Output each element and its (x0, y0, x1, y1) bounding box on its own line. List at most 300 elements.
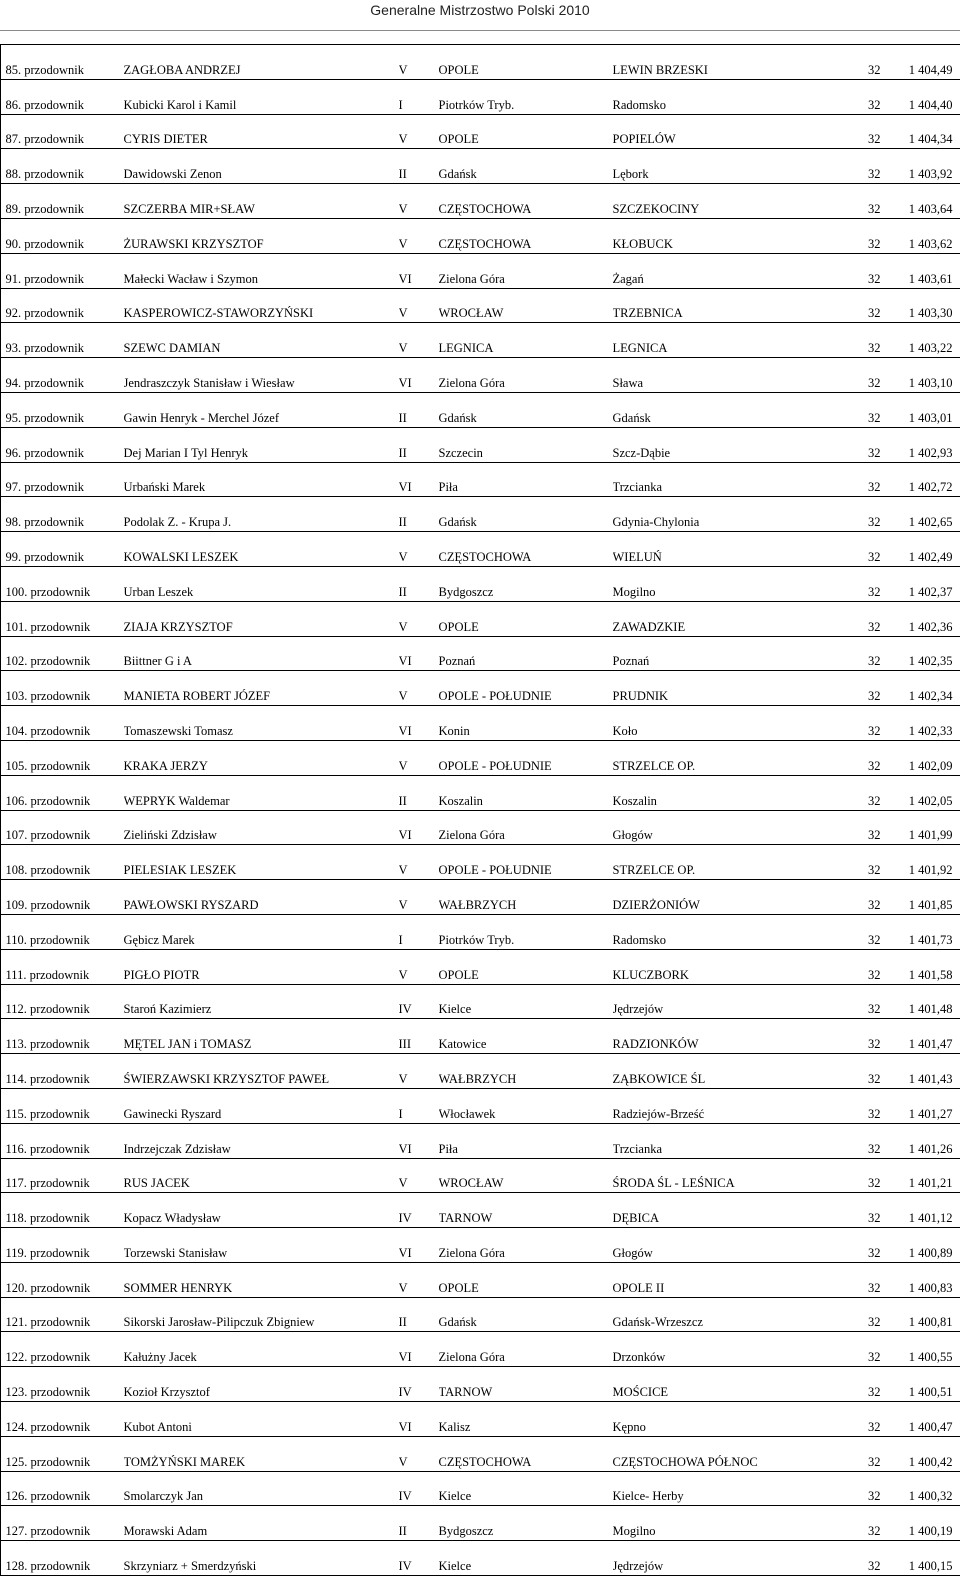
section-cell: Jędrzejów (613, 1541, 829, 1576)
points-cell: 1 402,72 (881, 462, 960, 497)
table-row (1, 427, 960, 462)
points-cell: 1 404,49 (881, 45, 960, 80)
region-cell: IV (399, 1193, 439, 1228)
region-cell: IV (399, 984, 439, 1019)
competitor-cell: ZAGŁOBA ANDRZEJ (124, 45, 399, 80)
points-cell: 1 402,65 (881, 497, 960, 532)
competitor-cell: Torzewski Stanisław (124, 1228, 399, 1263)
competitor-cell: MANIETA ROBERT JÓZEF (124, 671, 399, 706)
count-cell: 32 (829, 392, 881, 427)
district-cell: Koszalin (439, 775, 613, 810)
region-cell: V (399, 45, 439, 80)
section-cell: Żagań (613, 253, 829, 288)
points-cell: 1 400,89 (881, 1228, 960, 1263)
district-cell: OPOLE - POŁUDNIE (439, 671, 613, 706)
rank-cell: 125. przodownik (6, 1436, 124, 1471)
rank-cell: 115. przodownik (6, 1088, 124, 1123)
region-cell: II (399, 775, 439, 810)
region-cell: IV (399, 1541, 439, 1576)
region-cell: VI (399, 253, 439, 288)
table-row (1, 706, 960, 741)
count-cell: 32 (829, 532, 881, 567)
rank-cell: 113. przodownik (6, 1019, 124, 1054)
count-cell: 32 (829, 1262, 881, 1297)
region-cell: V (399, 288, 439, 323)
rank-cell: 91. przodownik (6, 253, 124, 288)
count-cell: 32 (829, 114, 881, 149)
page-header (0, 0, 960, 36)
rank-cell: 117. przodownik (6, 1158, 124, 1193)
count-cell: 32 (829, 358, 881, 393)
region-cell: V (399, 184, 439, 219)
points-cell: 1 400,51 (881, 1367, 960, 1402)
competitor-cell: Urbański Marek (124, 462, 399, 497)
rank-cell: 114. przodownik (6, 1054, 124, 1089)
section-cell: DĘBICA (613, 1193, 829, 1228)
district-cell: OPOLE (439, 601, 613, 636)
count-cell: 32 (829, 1019, 881, 1054)
section-cell: LEGNICA (613, 323, 829, 358)
region-cell: III (399, 1019, 439, 1054)
district-cell: Konin (439, 706, 613, 741)
rank-cell: 97. przodownik (6, 462, 124, 497)
district-cell: OPOLE (439, 114, 613, 149)
count-cell: 32 (829, 253, 881, 288)
table-row (1, 949, 960, 984)
rank-cell: 126. przodownik (6, 1471, 124, 1506)
section-cell: OPOLE II (613, 1262, 829, 1297)
table-row (1, 184, 960, 219)
competitor-cell: CYRIS DIETER (124, 114, 399, 149)
section-cell: Radomsko (613, 914, 829, 949)
count-cell: 32 (829, 1436, 881, 1471)
competitor-cell: SOMMER HENRYK (124, 1262, 399, 1297)
count-cell: 32 (829, 218, 881, 253)
table-row (1, 1506, 960, 1541)
points-cell: 1 404,40 (881, 79, 960, 114)
points-cell: 1 402,93 (881, 427, 960, 462)
competitor-cell: SZEWC DAMIAN (124, 323, 399, 358)
competitor-cell: Urban Leszek (124, 566, 399, 601)
points-cell: 1 401,85 (881, 880, 960, 915)
section-cell: WIELUŃ (613, 532, 829, 567)
section-cell: Koło (613, 706, 829, 741)
region-cell: V (399, 880, 439, 915)
district-cell: OPOLE - POŁUDNIE (439, 845, 613, 880)
section-cell: Poznań (613, 636, 829, 671)
count-cell: 32 (829, 184, 881, 219)
district-cell: OPOLE (439, 45, 613, 80)
section-cell: Radziejów-Brześć (613, 1088, 829, 1123)
table-row (1, 358, 960, 393)
section-cell: SZCZEKOCINY (613, 184, 829, 219)
section-cell: Mogilno (613, 566, 829, 601)
district-cell: Zielona Góra (439, 810, 613, 845)
rank-cell: 93. przodownik (6, 323, 124, 358)
region-cell: V (399, 1158, 439, 1193)
count-cell: 32 (829, 1297, 881, 1332)
count-cell: 32 (829, 1506, 881, 1541)
table-row (1, 1436, 960, 1471)
district-cell: WROCŁAW (439, 1158, 613, 1193)
competitor-cell: Kubicki Karol i Kamil (124, 79, 399, 114)
competitor-cell: ZIAJA KRZYSZTOF (124, 601, 399, 636)
rank-cell: 124. przodownik (6, 1402, 124, 1437)
region-cell: V (399, 114, 439, 149)
table-row (1, 149, 960, 184)
count-cell: 32 (829, 1332, 881, 1367)
district-cell: OPOLE (439, 1262, 613, 1297)
competitor-cell: KRAKA JERZY (124, 740, 399, 775)
table-row (1, 880, 960, 915)
rank-cell: 108. przodownik (6, 845, 124, 880)
rank-cell: 100. przodownik (6, 566, 124, 601)
points-cell: 1 401,47 (881, 1019, 960, 1054)
points-cell: 1 402,35 (881, 636, 960, 671)
count-cell: 32 (829, 45, 881, 80)
count-cell: 32 (829, 288, 881, 323)
table-row (1, 45, 960, 80)
section-cell: Kielce- Herby (613, 1471, 829, 1506)
table-row (1, 1054, 960, 1089)
table-row (1, 288, 960, 323)
count-cell: 32 (829, 914, 881, 949)
count-cell: 32 (829, 1088, 881, 1123)
points-cell: 1 400,55 (881, 1332, 960, 1367)
rank-cell: 88. przodownik (6, 149, 124, 184)
count-cell: 32 (829, 1123, 881, 1158)
count-cell: 32 (829, 427, 881, 462)
competitor-cell: KASPEROWICZ-STAWORZYŃSKI (124, 288, 399, 323)
region-cell: II (399, 566, 439, 601)
rank-cell: 127. przodownik (6, 1506, 124, 1541)
table-row (1, 1228, 960, 1263)
section-cell: Radomsko (613, 79, 829, 114)
rank-cell: 92. przodownik (6, 288, 124, 323)
region-cell: VI (399, 636, 439, 671)
rank-cell: 122. przodownik (6, 1332, 124, 1367)
page-title: Generalne Mistrzostwo Polski 2010 (0, 2, 960, 18)
count-cell: 32 (829, 1541, 881, 1576)
competitor-cell: Gawin Henryk - Merchel Józef (124, 392, 399, 427)
competitor-cell: ŻURAWSKI KRZYSZTOF (124, 218, 399, 253)
table-row (1, 1088, 960, 1123)
competitor-cell: Tomaszewski Tomasz (124, 706, 399, 741)
count-cell: 32 (829, 845, 881, 880)
region-cell: I (399, 914, 439, 949)
competitor-cell: Skrzyniarz + Smerdzyński (124, 1541, 399, 1576)
count-cell: 32 (829, 1228, 881, 1263)
table-row (1, 532, 960, 567)
section-cell: Gdynia-Chylonia (613, 497, 829, 532)
table-row (1, 914, 960, 949)
table-row (1, 984, 960, 1019)
section-cell: Gdańsk-Wrzeszcz (613, 1297, 829, 1332)
region-cell: V (399, 1436, 439, 1471)
points-cell: 1 402,37 (881, 566, 960, 601)
region-cell: VI (399, 1332, 439, 1367)
points-cell: 1 400,83 (881, 1262, 960, 1297)
count-cell: 32 (829, 566, 881, 601)
district-cell: Poznań (439, 636, 613, 671)
points-cell: 1 400,42 (881, 1436, 960, 1471)
table-row (1, 462, 960, 497)
points-cell: 1 402,05 (881, 775, 960, 810)
section-cell: MOŚCICE (613, 1367, 829, 1402)
rank-cell: 86. przodownik (6, 79, 124, 114)
section-cell: Sława (613, 358, 829, 393)
district-cell: CZĘSTOCHOWA (439, 218, 613, 253)
count-cell: 32 (829, 1471, 881, 1506)
district-cell: Piotrków Tryb. (439, 79, 613, 114)
rank-cell: 89. przodownik (6, 184, 124, 219)
table-row (1, 1471, 960, 1506)
count-cell: 32 (829, 1193, 881, 1228)
section-cell: Trzcianka (613, 462, 829, 497)
count-cell: 32 (829, 671, 881, 706)
count-cell: 32 (829, 775, 881, 810)
region-cell: II (399, 497, 439, 532)
points-cell: 1 401,92 (881, 845, 960, 880)
district-cell: TARNOW (439, 1367, 613, 1402)
region-cell: V (399, 323, 439, 358)
competitor-cell: PIGŁO PIOTR (124, 949, 399, 984)
section-cell: Kępno (613, 1402, 829, 1437)
region-cell: I (399, 1088, 439, 1123)
points-cell: 1 402,33 (881, 706, 960, 741)
count-cell: 32 (829, 706, 881, 741)
region-cell: II (399, 1297, 439, 1332)
rank-cell: 85. przodownik (6, 45, 124, 80)
section-cell: Lębork (613, 149, 829, 184)
table-row (1, 601, 960, 636)
region-cell: IV (399, 1367, 439, 1402)
table-row (1, 775, 960, 810)
section-cell: Gdańsk (613, 392, 829, 427)
count-cell: 32 (829, 497, 881, 532)
table-row (1, 636, 960, 671)
table-row (1, 1158, 960, 1193)
district-cell: Włocławek (439, 1088, 613, 1123)
rank-cell: 87. przodownik (6, 114, 124, 149)
competitor-cell: Kałużny Jacek (124, 1332, 399, 1367)
table-row (1, 1193, 960, 1228)
district-cell: OPOLE (439, 949, 613, 984)
count-cell: 32 (829, 1367, 881, 1402)
count-cell: 32 (829, 1158, 881, 1193)
points-cell: 1 402,49 (881, 532, 960, 567)
count-cell: 32 (829, 601, 881, 636)
district-cell: Piotrków Tryb. (439, 914, 613, 949)
table-row (1, 671, 960, 706)
table-row (1, 1262, 960, 1297)
competitor-cell: Biittner G i A (124, 636, 399, 671)
competitor-cell: PIELESIAK LESZEK (124, 845, 399, 880)
competitor-cell: Gawinecki Ryszard (124, 1088, 399, 1123)
rank-cell: 110. przodownik (6, 914, 124, 949)
rank-cell: 128. przodownik (6, 1541, 124, 1576)
count-cell: 32 (829, 1402, 881, 1437)
region-cell: II (399, 1506, 439, 1541)
table-row (1, 810, 960, 845)
rank-cell: 99. przodownik (6, 532, 124, 567)
competitor-cell: Dawidowski Zenon (124, 149, 399, 184)
section-cell: Jędrzejów (613, 984, 829, 1019)
district-cell: LEGNICA (439, 323, 613, 358)
rank-cell: 123. przodownik (6, 1367, 124, 1402)
district-cell: Zielona Góra (439, 253, 613, 288)
count-cell: 32 (829, 1054, 881, 1089)
district-cell: CZĘSTOCHOWA (439, 532, 613, 567)
region-cell: V (399, 532, 439, 567)
points-cell: 1 401,48 (881, 984, 960, 1019)
competitor-cell: Jendraszczyk Stanisław i Wiesław (124, 358, 399, 393)
rank-cell: 107. przodownik (6, 810, 124, 845)
points-cell: 1 403,61 (881, 253, 960, 288)
points-cell: 1 401,21 (881, 1158, 960, 1193)
district-cell: Gdańsk (439, 497, 613, 532)
district-cell: TARNOW (439, 1193, 613, 1228)
section-cell: STRZELCE OP. (613, 740, 829, 775)
table-row (1, 1332, 960, 1367)
district-cell: Bydgoszcz (439, 1506, 613, 1541)
section-cell: RADZIONKÓW (613, 1019, 829, 1054)
table-row (1, 79, 960, 114)
count-cell: 32 (829, 984, 881, 1019)
table-row (1, 1123, 960, 1158)
region-cell: VI (399, 1123, 439, 1158)
competitor-cell: SZCZERBA MIR+SŁAW (124, 184, 399, 219)
competitor-cell: ŚWIERZAWSKI KRZYSZTOF PAWEŁ (124, 1054, 399, 1089)
competitor-cell: Sikorski Jarosław-Pilipczuk Zbigniew (124, 1297, 399, 1332)
section-cell: Głogów (613, 810, 829, 845)
region-cell: V (399, 1262, 439, 1297)
region-cell: V (399, 845, 439, 880)
count-cell: 32 (829, 323, 881, 358)
district-cell: CZĘSTOCHOWA (439, 184, 613, 219)
competitor-cell: MĘTEL JAN i TOMASZ (124, 1019, 399, 1054)
count-cell: 32 (829, 949, 881, 984)
count-cell: 32 (829, 880, 881, 915)
region-cell: I (399, 79, 439, 114)
district-cell: Szczecin (439, 427, 613, 462)
district-cell: Katowice (439, 1019, 613, 1054)
section-cell: STRZELCE OP. (613, 845, 829, 880)
district-cell: WAŁBRZYCH (439, 880, 613, 915)
district-cell: OPOLE - POŁUDNIE (439, 740, 613, 775)
section-cell: Szcz-Dąbie (613, 427, 829, 462)
table-row (1, 253, 960, 288)
table-row (1, 218, 960, 253)
region-cell: V (399, 1054, 439, 1089)
district-cell: Bydgoszcz (439, 566, 613, 601)
table-row (1, 114, 960, 149)
region-cell: VI (399, 706, 439, 741)
points-cell: 1 404,34 (881, 114, 960, 149)
table-row (1, 1297, 960, 1332)
section-cell: KLUCZBORK (613, 949, 829, 984)
header-divider (0, 30, 960, 31)
competitor-cell: TOMŻYŃSKI MAREK (124, 1436, 399, 1471)
points-cell: 1 401,26 (881, 1123, 960, 1158)
section-cell: ZAWADZKIE (613, 601, 829, 636)
region-cell: II (399, 149, 439, 184)
region-cell: VI (399, 1228, 439, 1263)
section-cell: Mogilno (613, 1506, 829, 1541)
rank-cell: 111. przodownik (6, 949, 124, 984)
points-cell: 1 400,32 (881, 1471, 960, 1506)
table-row (1, 740, 960, 775)
district-cell: Kielce (439, 1471, 613, 1506)
competitor-cell: Gębicz Marek (124, 914, 399, 949)
district-cell: Kalisz (439, 1402, 613, 1437)
section-cell: KŁOBUCK (613, 218, 829, 253)
points-cell: 1 401,99 (881, 810, 960, 845)
points-cell: 1 403,22 (881, 323, 960, 358)
region-cell: VI (399, 810, 439, 845)
results-table-container (0, 44, 960, 1576)
competitor-cell: Morawski Adam (124, 1506, 399, 1541)
rank-cell: 106. przodownik (6, 775, 124, 810)
table-row (1, 845, 960, 880)
competitor-cell: RUS JACEK (124, 1158, 399, 1193)
region-cell: IV (399, 1471, 439, 1506)
results-body (1, 45, 960, 1576)
region-cell: V (399, 740, 439, 775)
district-cell: Piła (439, 462, 613, 497)
competitor-cell: Kubot Antoni (124, 1402, 399, 1437)
region-cell: V (399, 949, 439, 984)
count-cell: 32 (829, 79, 881, 114)
rank-cell: 116. przodownik (6, 1123, 124, 1158)
competitor-cell: KOWALSKI LESZEK (124, 532, 399, 567)
competitor-cell: Indrzejczak Zdzisław (124, 1123, 399, 1158)
section-cell: TRZEBNICA (613, 288, 829, 323)
competitor-cell: WEPRYK Waldemar (124, 775, 399, 810)
rank-cell: 121. przodownik (6, 1297, 124, 1332)
section-cell: Koszalin (613, 775, 829, 810)
table-row (1, 392, 960, 427)
table-row (1, 1402, 960, 1437)
table-row (1, 323, 960, 358)
points-cell: 1 401,12 (881, 1193, 960, 1228)
competitor-cell: Podolak Z. - Krupa J. (124, 497, 399, 532)
rank-cell: 95. przodownik (6, 392, 124, 427)
points-cell: 1 402,09 (881, 740, 960, 775)
points-cell: 1 403,92 (881, 149, 960, 184)
rank-cell: 109. przodownik (6, 880, 124, 915)
rank-cell: 96. przodownik (6, 427, 124, 462)
competitor-cell: Staroń Kazimierz (124, 984, 399, 1019)
region-cell: V (399, 601, 439, 636)
section-cell: DZIERŻONIÓW (613, 880, 829, 915)
count-cell: 32 (829, 462, 881, 497)
table-row (1, 1541, 960, 1576)
region-cell: VI (399, 358, 439, 393)
rank-cell: 98. przodownik (6, 497, 124, 532)
points-cell: 1 402,34 (881, 671, 960, 706)
table-row (1, 1367, 960, 1402)
section-cell: LEWIN BRZESKI (613, 45, 829, 80)
points-cell: 1 400,19 (881, 1506, 960, 1541)
district-cell: WAŁBRZYCH (439, 1054, 613, 1089)
competitor-cell: Dej Marian I Tyl Henryk (124, 427, 399, 462)
count-cell: 32 (829, 149, 881, 184)
section-cell: Głogów (613, 1228, 829, 1263)
points-cell: 1 403,64 (881, 184, 960, 219)
points-cell: 1 403,10 (881, 358, 960, 393)
rank-cell: 112. przodownik (6, 984, 124, 1019)
